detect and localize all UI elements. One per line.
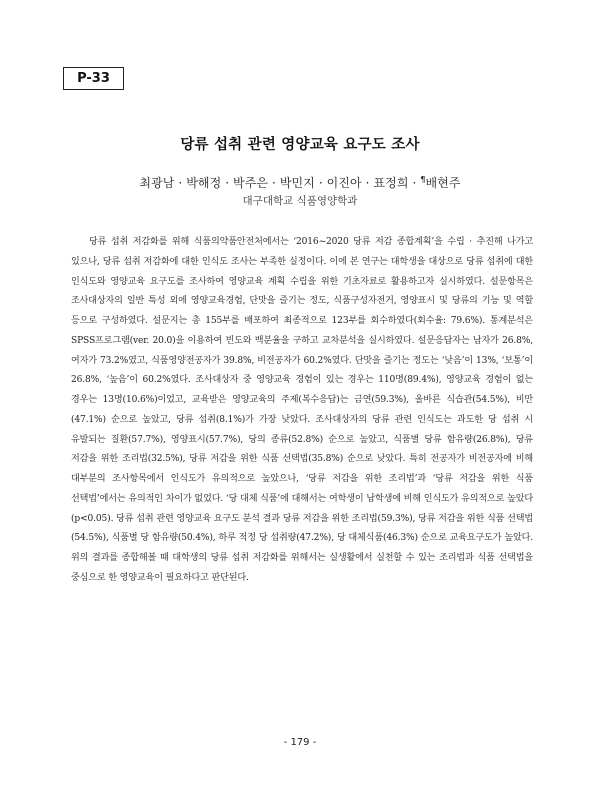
affiliation: 대구대학교 식품영양학과	[242, 195, 358, 207]
page-number: - 179 -	[283, 737, 317, 748]
abstract-body: 당류 섭취 저감화를 위해 식품의약품안전처에서는 ‘2016~2020 당류 저감 종합계획’을 수립 · 추진해 나가고 있으나, 당류 섭취 저감화에 대한 인식도 조사는 부족한 실정이다. 이에 본 연구는 대학생을 대상으로 당류 섭취에 대한 인식도와 영양교육 요구도를 조사하여 영양교육 계획 수립을 위한 기초자료로 활용하고자 실시하였다. 설문항목은 조사대상자의 일반 특성 외에 영양교육경험, 단맛을 즐기는 정도, 식품구성자전거, 영양표시 및 당류의 기능 및 역할 등으로 구성하였다. 설문지는 총 155부를 배포하여 최종적으로 123부를 회수하였다(회수율: 79.6%). 통계분석은 SPSS프로그램(ver. 20.0)을 이용하여 빈도와 백분율을 구하고 교차분석을 실시하였다. 설문응답자는 남자가 26.8%, 여자가 73.2%였고, 식품영양전공자가 39.8%, 비전공자가 60.2%였다. 단맛을 즐기는 정도는 ‘낮음’이 13%, ‘보통’이 26.8%, ‘높음’이 60.2%였다. 조사대상자 중 영양교육 경험이 있는 경우는 110명(89.4%), 영양교육 경험이 없는 경우는 13명(10.6%)이었고, 교육받은 영양교육의 주제(복수응답)는 금연(59.3%), 올바른 식습관(54.5%), 비만(47.1%) 순으로 높았고, 당류 섭취(8.1%)가 가장 낮았다. 조사대상자의 당류 관련 인식도는 과도한 당 섭취 시 유발되는 질환(57.7%), 영양표시(57.7%), 당의 종류(52.8%) 순으로 높았고, 식품별 당류 함유량(26.8%), 당류 저감을 위한 조리법(32.5%), 당류 저감을 위한 식품 선택법(35.8%) 순으로 낮았다. 특히 전공자가 비전공자에 비해 대부분의 조사항목에서 인식도가 유의적으로 높았으나, ‘당류 저감을 위한 조리법’과 ‘당류 저감을 위한 식품 선택법’에서는 유의적인 차이가 없었다. ‘당 대체 식품’에 대해서는 여학생이 남학생에 비해 인식도가 유의적으로 높았다(p<0.05). 당류 섭취 관련 영양교육 요구도 분석 결과 당류 저감을 위한 조리법(59.3%), 당류 저감을 위한 식품 선택법(54.5%), 식품별 당 함유량(50.4%), 하루 적정 당 섭취량(47.2%), 당 대체식품(46.3%) 순으로 교육요구도가 높았다. 위의 결과를 종합해볼 때 대학생의 당류 섭취 저감화를 위해서는 실생활에서 실천할 수 있는 조리법과 식품 선택법을 중심으로 한 영양교육이 필요하다고 판단된다.	[71, 237, 533, 583]
author-names: 최광남 · 박해정 · 박주은 · 박민지 · 이진아 · 표정희 ·	[139, 176, 421, 190]
corresponding-author-mark: ¶	[420, 175, 426, 184]
corresponding-author-name: 배현주	[425, 176, 461, 190]
poster-number-badge: P-33	[63, 67, 124, 90]
author-list	[0, 174, 600, 191]
paper-title: 당류 섭취 관련 영양교육 요구도 조사	[180, 137, 420, 153]
